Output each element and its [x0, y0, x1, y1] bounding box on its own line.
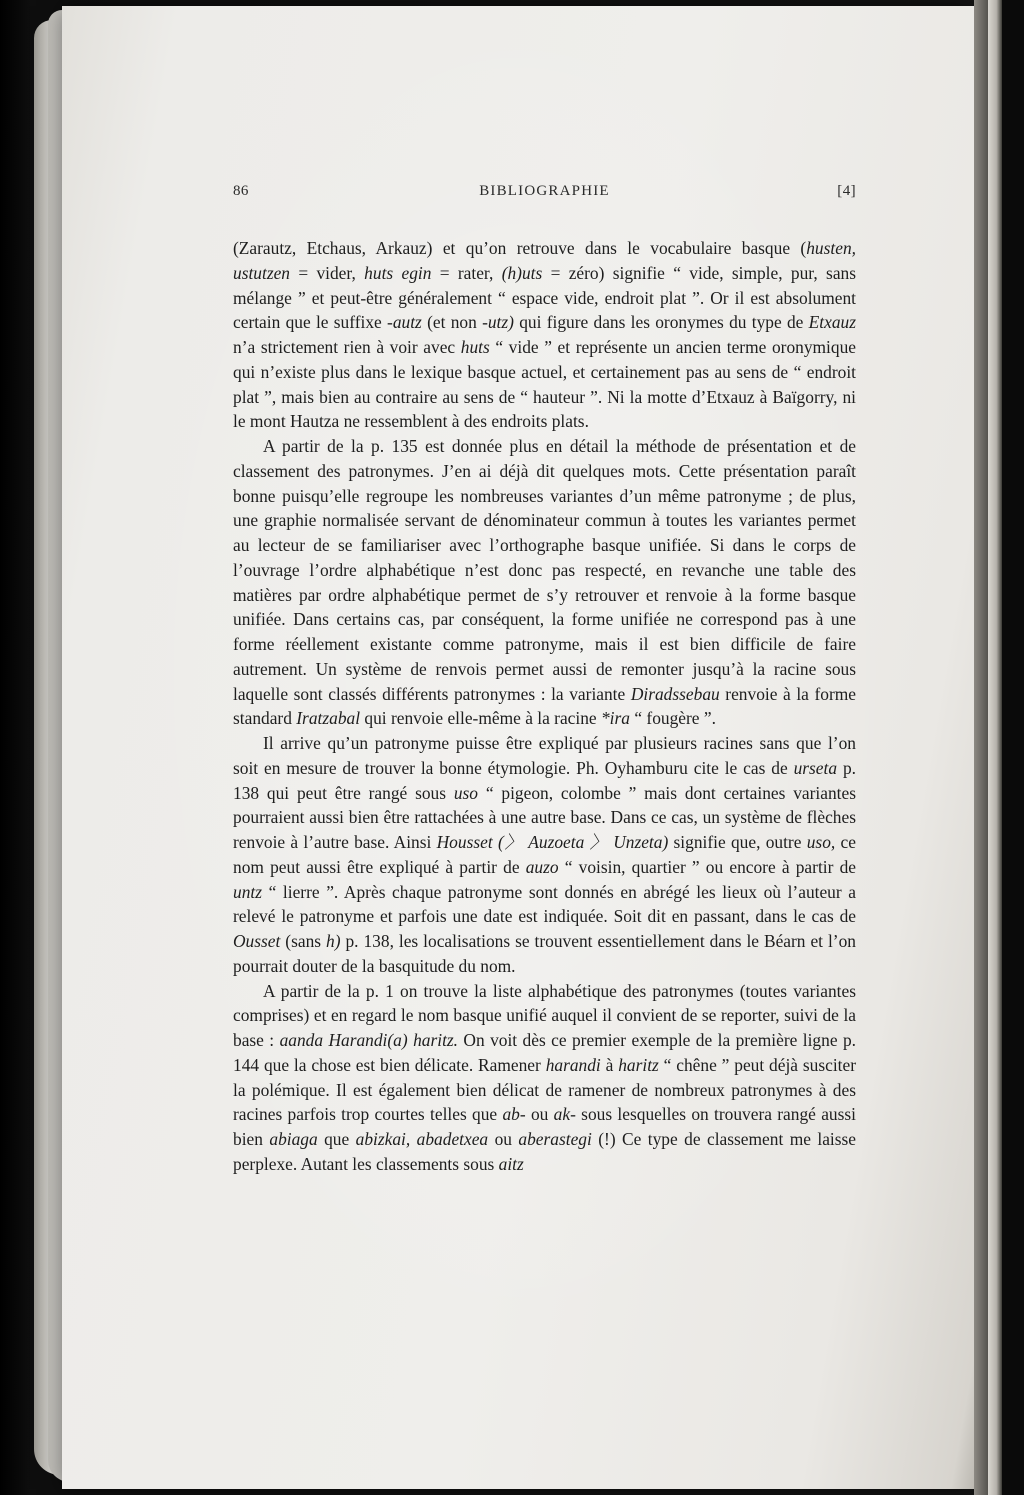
text-run: = zéro) signifie “ vide, simple, pur, sans mélange ” et peut-être généralement “ espace vide, endroit plat ”. Or il est absolument certain que le suffixe: [233, 262, 857, 333]
italic-term: Etxauz: [808, 312, 856, 333]
text-run: (et non: [421, 312, 483, 333]
italic-term: urseta: [793, 757, 838, 778]
italic-term: aitz: [498, 1153, 524, 1174]
text-run: A partir de la p. 1 on trouve la liste alphabétique des patronymes (toutes variantes comprises) et en regard le nom basque unifié auquel il convient de se reporter, suivi de la base :: [233, 980, 856, 1050]
italic-term: Housset (〉 Auzoeta 〉 Unzeta): [436, 832, 669, 852]
text-run: (!) Ce type de classement me laisse perplexe. Autant les classements sous: [233, 1129, 857, 1174]
italic-term: aanda Harandi(a) haritz.: [279, 1030, 459, 1050]
italic-term: haritz: [618, 1054, 659, 1075]
italic-term: Ousset: [233, 931, 281, 951]
italic-term: Diradssebau: [630, 683, 720, 704]
text-run: signifie que, outre: [668, 832, 807, 852]
text-run: n’a strictement rien à voir avec: [233, 337, 461, 357]
adjacent-page-edge: [988, 0, 1002, 1495]
text-run: “ vide ” et représente un ancien terme oronymique qui n’existe plus dans le lexique basque actuel, et certainement pas au sens de “ endroit plat ”, mais bien au contraire au sens de “ hauteur ”. Ni la motte d’Etxauz à Baïgorry, ni le mont Hautza ne ressemblent à des endroits plats.: [233, 337, 856, 432]
italic-term: -autz: [387, 312, 422, 333]
background: [1002, 0, 1024, 1495]
issue-marker: [4]: [837, 183, 856, 199]
paragraph: [233, 236, 856, 434]
italic-term: ab-: [502, 1104, 526, 1125]
text-run: p. 138 qui peut être rangé sous: [233, 757, 856, 803]
italic-term: *ira: [600, 708, 630, 729]
italic-term: husten, ustutzen: [233, 238, 856, 283]
text-run: (Zarautz, Etchaus, Arkauz) et qu’on retrouve dans le vocabulaire basque (: [233, 238, 807, 258]
running-title: BIBLIOGRAPHIE: [479, 183, 610, 199]
italic-term: aberastegi: [518, 1129, 592, 1149]
text-run: qui figure dans les oronymes du type de: [513, 312, 809, 333]
italic-term: huts egin: [364, 262, 432, 283]
text-run: que: [317, 1129, 356, 1149]
page-header: [233, 183, 856, 205]
text-run: = vider,: [290, 262, 365, 283]
gutter-shadow: [974, 0, 988, 1495]
text-run: = rater,: [431, 262, 502, 283]
paragraph: [233, 979, 856, 1177]
text-run: ce nom peut aussi être expliqué à partir de: [233, 832, 856, 877]
text-run: “ pigeon, colombe ” mais dont certaines variantes pourraient aussi bien être rattachées à une autre base. Dans ce cas, un système de flèches renvoie à l’autre base. Ainsi: [233, 782, 856, 852]
text-run: “ lierre ”. Après chaque patronyme sont donnés en abrégé les lieux où l’auteur a relevé le patronyme et parfois une date est indiquée. Soit dit en passant, dans le cas de: [233, 881, 856, 927]
paragraph: [233, 731, 856, 979]
text-run: “ fougère ”.: [629, 708, 716, 729]
text-run: à: [600, 1054, 619, 1075]
italic-term: h): [326, 931, 341, 951]
italic-term: auzo: [525, 856, 559, 877]
italic-term: abizkai, abadetxea: [355, 1129, 489, 1149]
text-run: “ chêne ” peut déjà susciter la polémique. Il est également bien délicat de ramener de nombreux patronymes à des racines parfois trop courtes telles que: [233, 1054, 856, 1125]
text-run: (sans: [280, 931, 327, 951]
italic-term: harandi: [545, 1054, 601, 1075]
italic-term: abiaga: [269, 1129, 318, 1149]
paragraph: [233, 434, 856, 731]
text-run: A partir de la p. 135 est donnée plus en détail la méthode de présentation et de classement des patronymes. J’en ai déjà dit quelques mots. Cette présentation paraît bonne puisqu’elle regroupe les nombreuses variantes d’un même patronyme ; de plus, une graphie normalisée servant de dénominateur commun à toutes les variantes permet au lecteur de se familiariser avec l’orthographe basque unifiée. Si dans le corps de l’ouvrage l’ordre alphabétique n’est donc pas respecté, en revanche une table des matières par ordre alphabétique permet de s’y retrouver et renvoie à la forme basque unifiée. Dans certains cas, par conséquent, la forme unifiée ne correspond pas à une forme réellement existante comme patronyme, mais il est bien difficile de faire autrement. Un système de renvois permet aussi de remonter jusqu’à la racine sous laquelle sont classés différents patronymes : la variante: [233, 436, 856, 704]
italic-term: Iratzabal: [296, 708, 361, 729]
book-page: [62, 6, 974, 1489]
text-run: qui renvoie elle-même à la racine: [360, 708, 601, 729]
italic-term: uso,: [806, 832, 836, 852]
italic-term: ak-: [553, 1104, 576, 1125]
text-run: Il arrive qu’un patronyme puisse être expliqué par plusieurs racines sans que l’on soit en mesure de trouver la bonne étymologie. Ph. Oyhamburu cite le cas de: [233, 733, 856, 778]
page-content: [233, 183, 856, 1177]
text-run: p. 138, les localisations se trouvent essentiellement dans le Béarn et l’on pourrait douter de la basquitude du nom.: [233, 931, 856, 976]
italic-term: huts: [460, 337, 490, 357]
text-run: “ voisin, quartier ” ou encore à partir de: [558, 856, 856, 877]
text-run: ou: [525, 1104, 554, 1125]
italic-term: (h)uts: [501, 262, 543, 283]
text-run: renvoie à la forme standard: [233, 683, 856, 729]
page-number: 86: [233, 183, 249, 199]
text-run: sous lesquelles on trouvera rangé aussi bien: [233, 1104, 856, 1149]
text-body: [233, 236, 856, 1177]
italic-term: uso: [453, 782, 479, 803]
italic-term: -utz): [482, 312, 514, 333]
text-run: ou: [488, 1129, 519, 1149]
text-run: On voit dès ce premier exemple de la première ligne p. 144 que la chose est bien délicate. Ramener: [233, 1030, 856, 1075]
italic-term: untz: [233, 881, 262, 902]
